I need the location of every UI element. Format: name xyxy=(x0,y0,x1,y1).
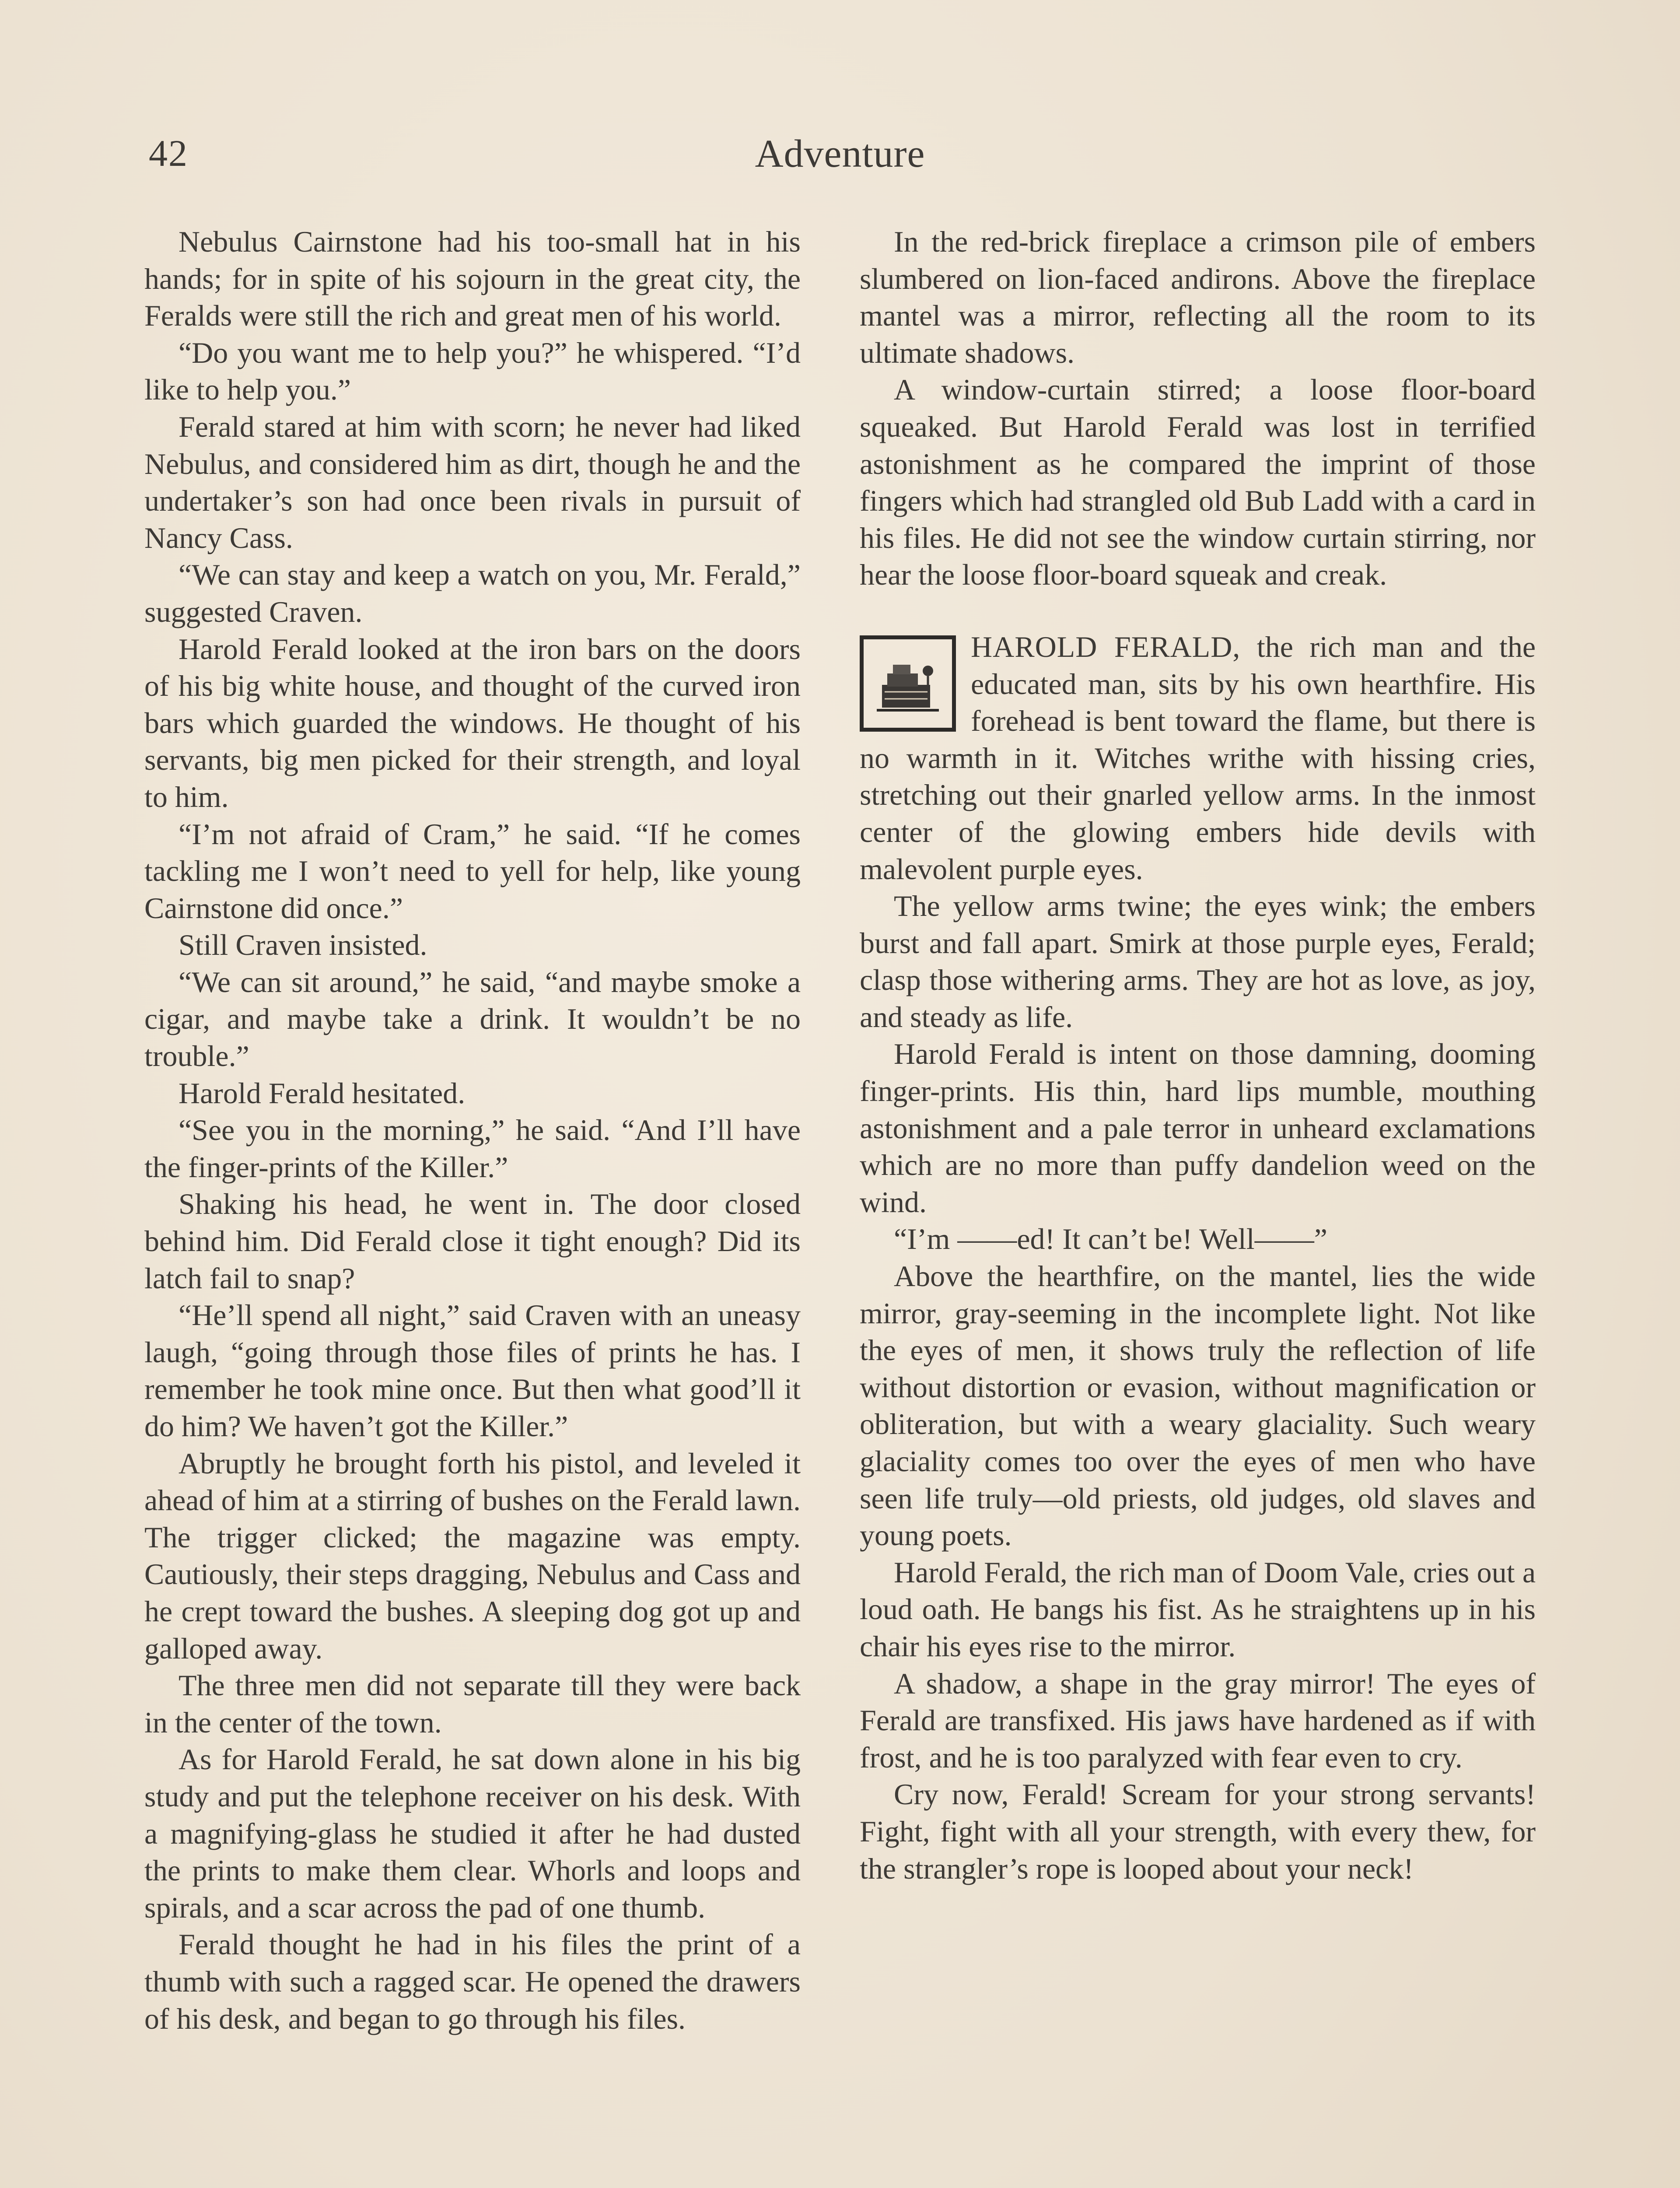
paragraph: Harold Ferald, the rich man of Doom Vale, cries out a loud oath. He bangs his fist. As he straightens up in his chair his eyes rise to the mirror. xyxy=(860,1555,1536,1663)
paragraph: The three men did not separate till they were back in the center of the town. xyxy=(144,1669,801,1739)
section-lead-in: HAROLD FERALD, xyxy=(971,630,1241,663)
paragraph: Harold Ferald looked at the iron bars on the doors of his big white house, and thought of the curved iron bars which guarded the windows. He thought of his servants, big men picked for their strength, and loyal to him. xyxy=(144,632,801,813)
paragraph: Ferald thought he had in his files the print of a thumb with such a ragged scar. He opened the drawers of his desk, and began to go through his files. xyxy=(144,1928,801,2035)
book-ornament-icon xyxy=(860,635,956,732)
right-column xyxy=(860,223,1536,1887)
paragraph: Cry now, Ferald! Scream for your strong servants! Fight, fight with all your strength, with every thew, for the strangler’s rope is looped about your neck! xyxy=(860,1778,1536,1885)
paragraph: “We can stay and keep a watch on you, Mr. Ferald,” suggested Craven. xyxy=(144,558,801,628)
paragraph: Nebulus Cairnstone had his too-small hat in his hands; for in spite of his sojourn in the great city, the Feralds were still the rich and great men of his world. xyxy=(144,225,801,333)
page-header xyxy=(149,131,1531,188)
paragraph: “I’m not afraid of Cram,” he said. “If he comes tackling me I won’t need to yell for help, like young Cairnstone did once.” xyxy=(144,817,801,925)
paragraph: Harold Ferald is intent on those damning, dooming finger-prints. His thin, hard lips mumble, mouthing astonishment and a pale terror in unheard exclamations which are no more than puffy dandelion weed on the wind. xyxy=(860,1037,1536,1219)
paragraph: Shaking his head, he went in. The door closed behind him. Did Ferald close it tight enough? Did its latch fail to snap? xyxy=(144,1187,801,1295)
paragraph: In the red-brick fireplace a crimson pile of embers slumbered on lion-faced andirons. Above the fireplace mantel was a mirror, reflecting all the room to its ultimate shadows. xyxy=(860,225,1536,369)
paragraph: “I’m ——ed! It can’t be! Well——” xyxy=(894,1222,1327,1256)
paragraph: A window-curtain stirred; a loose floor-board squeaked. But Harold Ferald was lost in terrified astonishment as he compared the imprint of those fingers which had strangled old Bub Ladd with a card in his files. He did not see the window curtain stirring, nor hear the loose floor-board squeak and creak. xyxy=(860,373,1536,592)
paragraph: “See you in the morning,” he said. “And I’ll have the finger-prints of the Killer.” xyxy=(144,1113,801,1184)
paragraph: Still Craven insisted. xyxy=(178,928,427,962)
running-head: Adventure xyxy=(755,132,925,175)
paragraph: “He’ll spend all night,” said Craven with an uneasy laugh, “going through those files of prints he has. I remember he took mine once. But then what good’ll it do him? We haven’t got the Killer.” xyxy=(144,1298,801,1443)
paragraph: As for Harold Ferald, he sat down alone in his big study and put the telephone receiver on his desk. With a magnifying-glass he studied it after he had dusted the prints to make them clear. Whorls and loops and spirals, and a scar across the pad of one thumb. xyxy=(144,1743,801,1924)
section-spacer xyxy=(860,593,1536,628)
left-column xyxy=(144,223,801,2037)
paragraph: “Do you want me to help you?” he whispered. “I’d like to help you.” xyxy=(144,336,801,407)
section-text: the rich man and the educated man, sits by his own hearthfire. His forehead is bent toward the flame, but there is no warmth in it. Witches writhe with hissing cries, stretching out their gnarled yellow arms. In the inmost center of the glowing embers hide devils with malevolent purple eyes. xyxy=(860,630,1536,886)
paragraph: Ferald stared at him with scorn; he never had liked Nebulus, and considered him as dirt, though he and the undertaker’s son had once been rivals in pursuit of Nancy Cass. xyxy=(144,410,801,554)
paragraph: Harold Ferald hesitated. xyxy=(178,1076,466,1110)
book-ornament-graphic xyxy=(869,645,948,723)
paragraph: Abruptly he brought forth his pistol, and leveled it ahead of him at a stirring of bushes on the Ferald lawn. The trigger clicked; the magazine was empty. Cautiously, their steps dragging, Nebulus and Cass and he crept toward the bushes. A sleeping dog got up and galloped away. xyxy=(144,1446,801,1665)
section-opening-paragraph xyxy=(860,628,1536,887)
paragraph: Above the hearthfire, on the mantel, lies the wide mirror, gray-seeming in the incomplete light. Not like the eyes of men, it shows truly the reflection of life without distortion or evasion, without magnification or obliteration, but with a weary glaciality. Such weary glaciality comes too over the eyes of men who have seen life truly—old priests, old judges, old slaves and young poets. xyxy=(860,1259,1536,1552)
paragraph: “We can sit around,” he said, “and maybe smoke a cigar, and maybe take a drink. It wouldn’t be no trouble.” xyxy=(144,965,801,1073)
paragraph: A shadow, a shape in the gray mirror! The eyes of Ferald are transfixed. His jaws have hardened as if with frost, and he is too paralyzed with fear even to cry. xyxy=(860,1666,1536,1774)
page-number: 42 xyxy=(149,132,188,174)
paragraph: The yellow arms twine; the eyes wink; the embers burst and fall apart. Smirk at those purple eyes, Ferald; clasp those withering arms. They are hot as love, as joy, and steady as life. xyxy=(860,889,1536,1034)
